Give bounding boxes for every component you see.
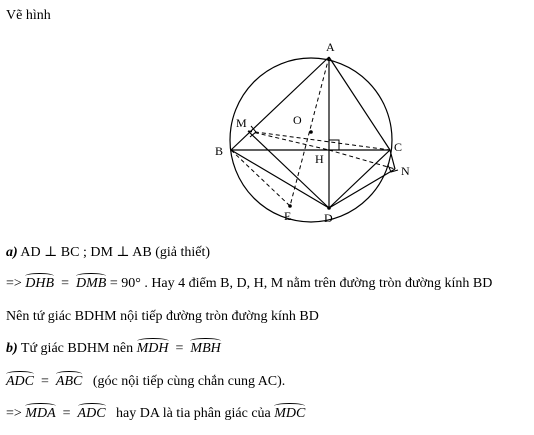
dashed-MH [248, 131, 329, 150]
angle-value: = 90° [109, 276, 141, 291]
angle-MDA: MDA [25, 406, 56, 421]
label-O: O [293, 113, 302, 127]
segment-DN [329, 169, 395, 208]
angle-MDC: MDC [274, 406, 306, 421]
label-C: C [394, 140, 403, 154]
part-b-prefix: Tứ giác BDHM nên [20, 341, 134, 356]
angle-ADC-2: ADC [77, 406, 106, 421]
part-a-given: AD ⊥ BC ; DM ⊥ AB (giả thiết) [20, 245, 211, 260]
part-b-line3: => MDA = ADC hay DA là tia phân giác của MDC [6, 406, 306, 421]
part-b-line2: ADC = ABC (góc nội tiếp cùng chắn cung AC). [6, 374, 286, 389]
part-a-label: a) [6, 245, 18, 260]
angle-ADC: ADC [6, 374, 34, 389]
point-O [309, 130, 313, 134]
angle-ABC: ABC [55, 374, 83, 389]
segment-AC [329, 57, 390, 150]
segment-AB [231, 57, 329, 150]
label-N: N [401, 164, 410, 178]
dashed-HN [329, 150, 395, 169]
angle-DMB: DMB [75, 276, 107, 291]
part-a-line3: Nên tứ giác BDHM nội tiếp đường tròn đường kính BD [6, 309, 319, 324]
implies-arrow-2: => [6, 406, 26, 421]
label-D: D [324, 211, 333, 225]
part-b-label: b) [6, 341, 18, 356]
right-angle-H [329, 140, 339, 150]
heading: Vẽ hình [6, 8, 51, 23]
angle-MBH: MBH [190, 341, 221, 356]
part-a-line1 [6, 244, 210, 261]
angle-MDH: MDH [136, 341, 169, 356]
angle-DHB: DHB [25, 276, 55, 291]
part-b-line2-reason: (góc nội tiếp cùng chắn cung AC). [92, 374, 286, 389]
label-E: E [284, 209, 292, 223]
part-b-line1: b) Tứ giác BDHM nên MDH = MBH [6, 341, 221, 356]
label-A: A [326, 40, 335, 54]
point-E [288, 204, 292, 208]
label-H: H [315, 152, 324, 166]
part-b-line3-text: hay DA là tia phân giác của [116, 406, 271, 421]
implies-arrow: => [6, 276, 26, 291]
segment-DM [248, 131, 329, 208]
label-M: M [236, 116, 247, 130]
part-a-conclusion: . Hay 4 điểm B, D, H, M nằm trên đường tròn đường kính BD [144, 276, 493, 291]
label-B: B [215, 144, 224, 158]
point-D [327, 206, 331, 210]
part-a-line2: => DHB = DMB = 90° . Hay 4 điểm B, D, H, M nằm trên đường tròn đường kính BD [6, 276, 493, 291]
